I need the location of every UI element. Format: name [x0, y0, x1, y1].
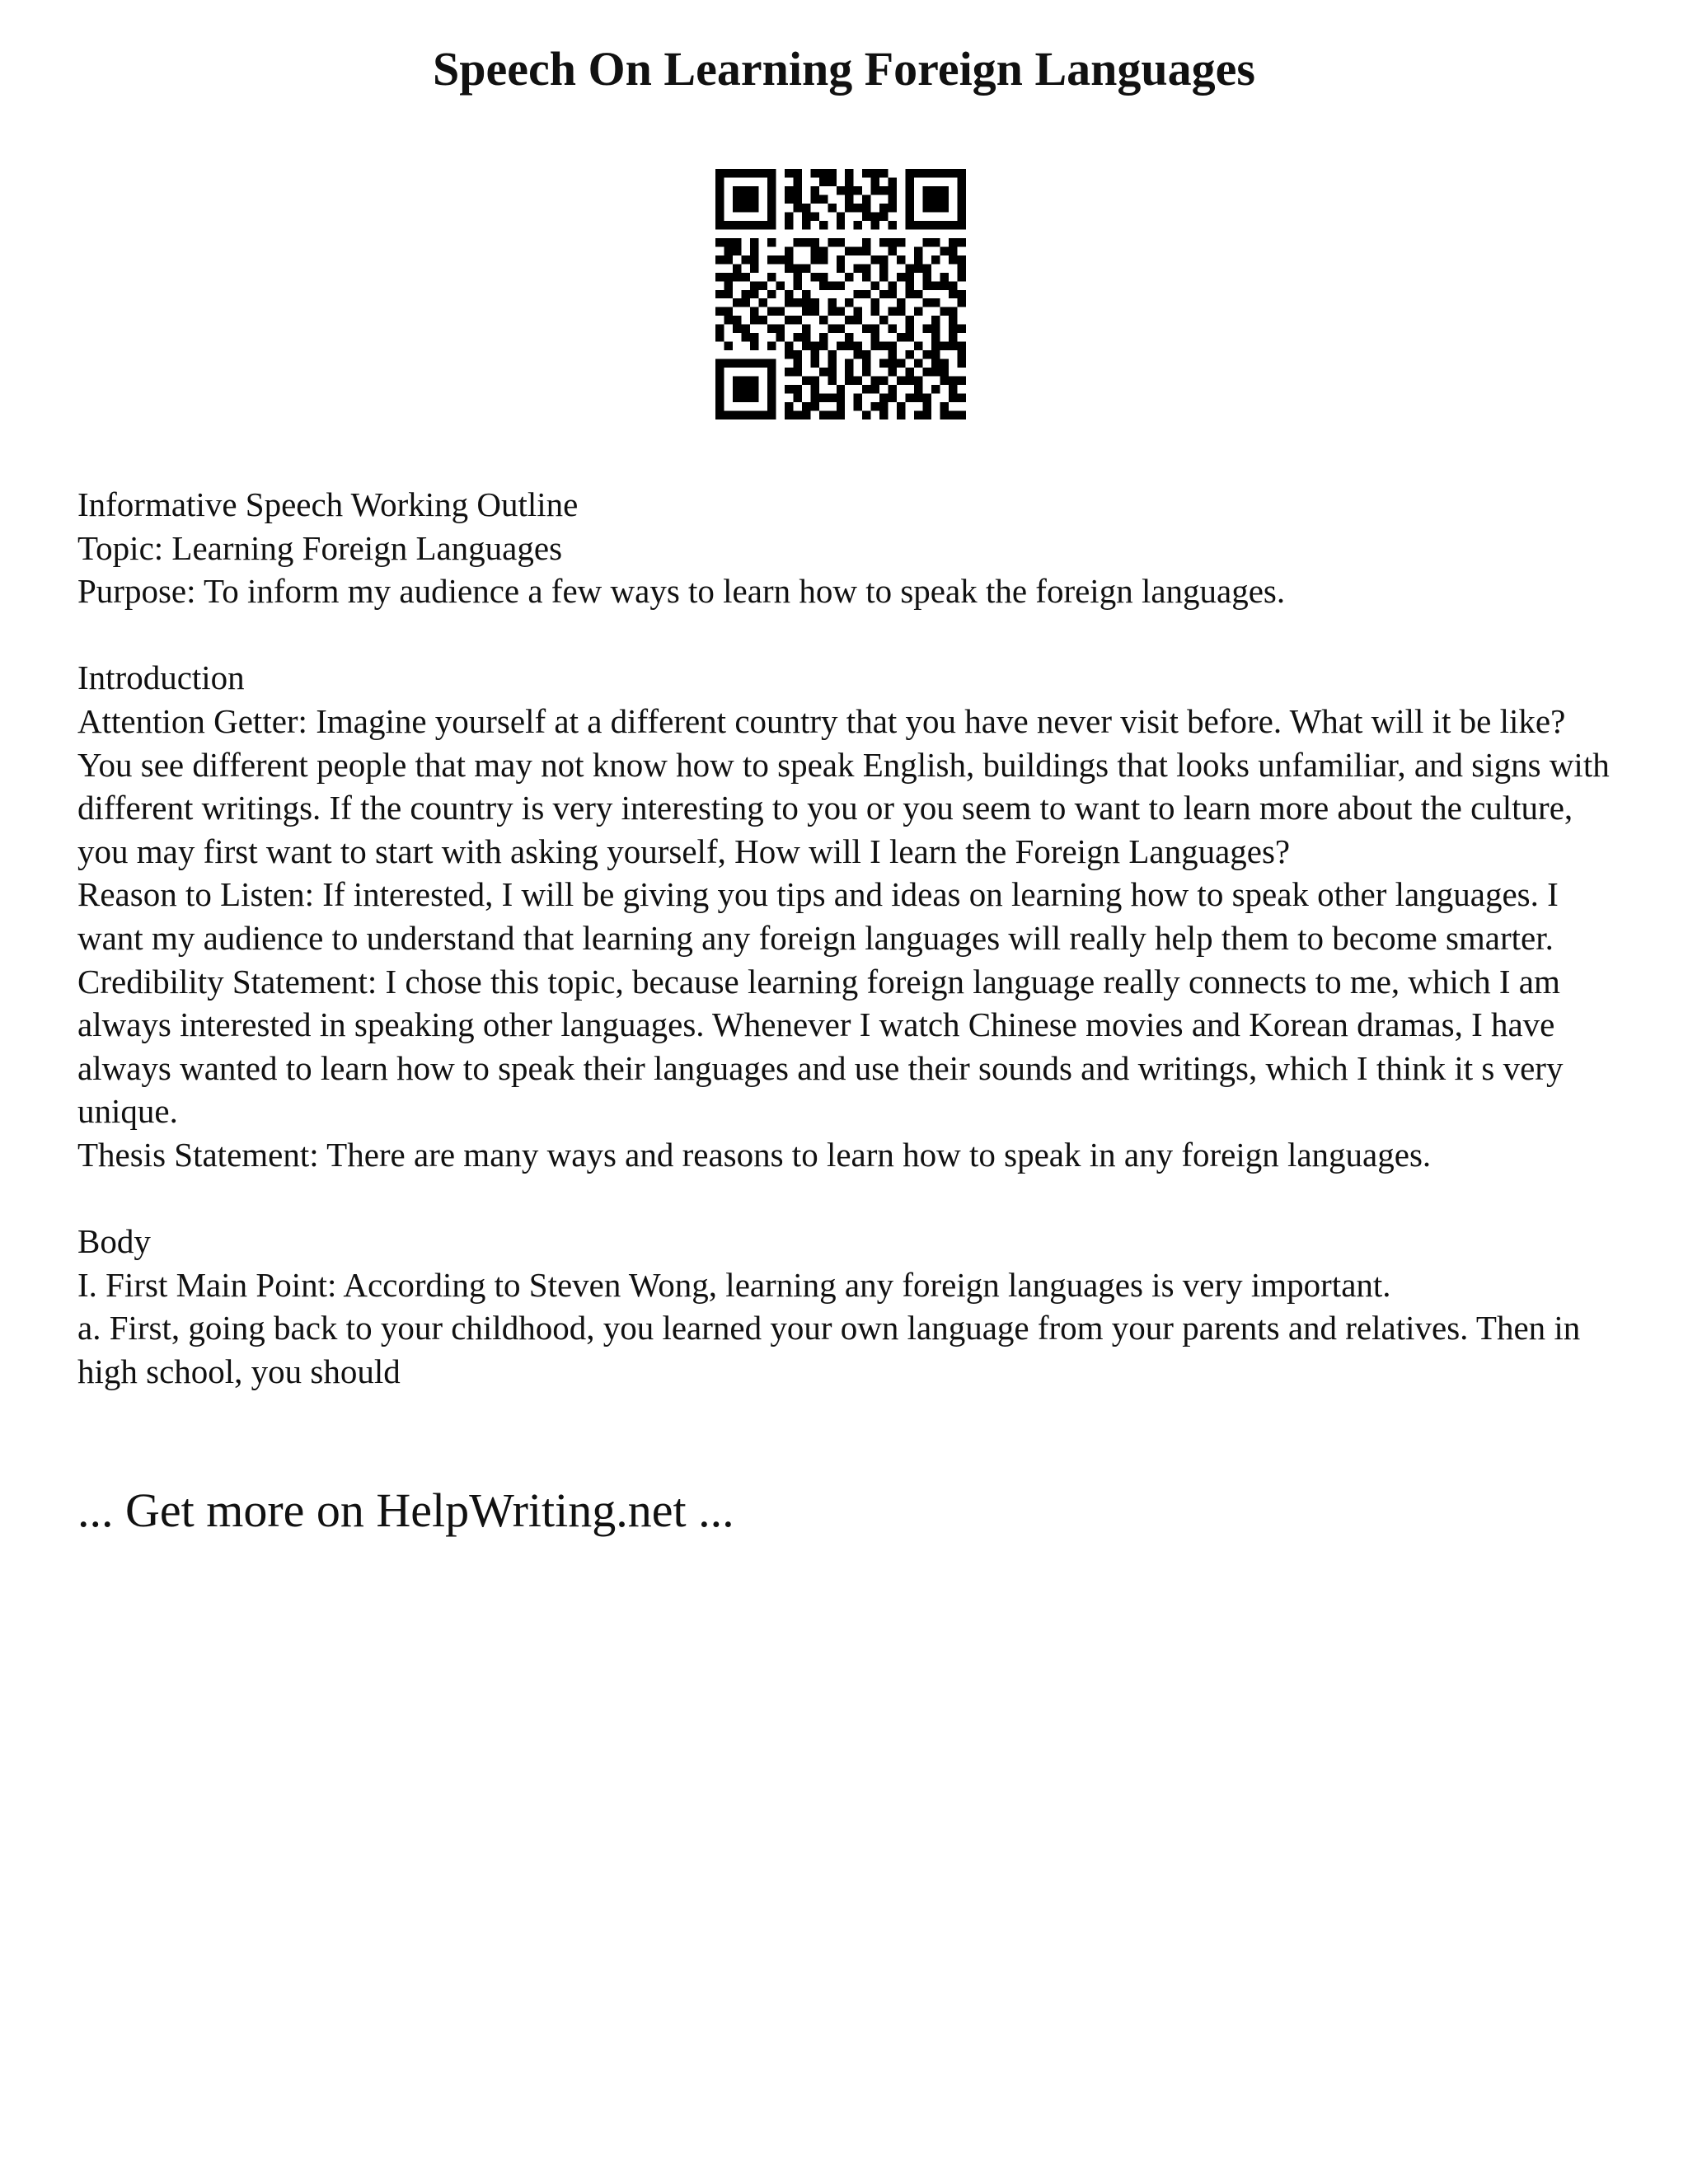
topic-line: Topic: Learning Foreign Languages — [77, 528, 563, 567]
document-title: Speech On Learning Foreign Languages — [433, 42, 1255, 96]
document-body — [77, 483, 1627, 1393]
purpose-line: Purpose: To inform my audience a few ways to learn how to speak the foreign languages. — [77, 572, 1286, 611]
introduction-heading: Introduction — [77, 658, 245, 697]
outline-heading: Informative Speech Working Outline — [77, 485, 579, 523]
sub-point-a: a. First, going back to your childhood, you learned your own language from your parents and relatives. Then in high school, you should — [77, 1309, 1581, 1390]
paragraph-gap — [77, 613, 1627, 657]
paragraph-gap — [77, 1177, 1627, 1221]
first-main-point: I. First Main Point: According to Steven Wong, learning any foreign languages is very important. — [77, 1265, 1391, 1304]
thesis-statement: Thesis Statement: There are many ways and reasons to learn how to speak in any foreign languages. — [77, 1135, 1432, 1174]
attention-getter-paragraph: Attention Getter: Imagine yourself at a different country that you have never visit before. What will it be like? You see different people that may not know how to speak English, buildings that looks unfamiliar, and signs with different writings. If the country is very interesting to you or you seem to want to learn more about the culture, you may first want to start with asking yourself, How will I learn the Foreign Languages? — [77, 701, 1610, 870]
get-more-link[interactable]: ... Get more on HelpWriting.net ... — [77, 1483, 734, 1537]
reason-to-listen-paragraph: Reason to Listen: If interested, I will be giving you tips and ideas on learning how to speak other languages. I want my audience to understand that learning any foreign languages will really help them to become smarter. Credibility Statement: I chose this topic, because learning foreign language really connects to me, which I am always interested in speaking other languages. Whenever I watch Chinese movies and Korean dramas, I have always wanted to learn how to speak their languages and use their sounds and writings, which I think it s very unique. — [77, 875, 1564, 1131]
body-heading: Body — [77, 1222, 151, 1261]
qr-code-icon — [715, 169, 966, 419]
